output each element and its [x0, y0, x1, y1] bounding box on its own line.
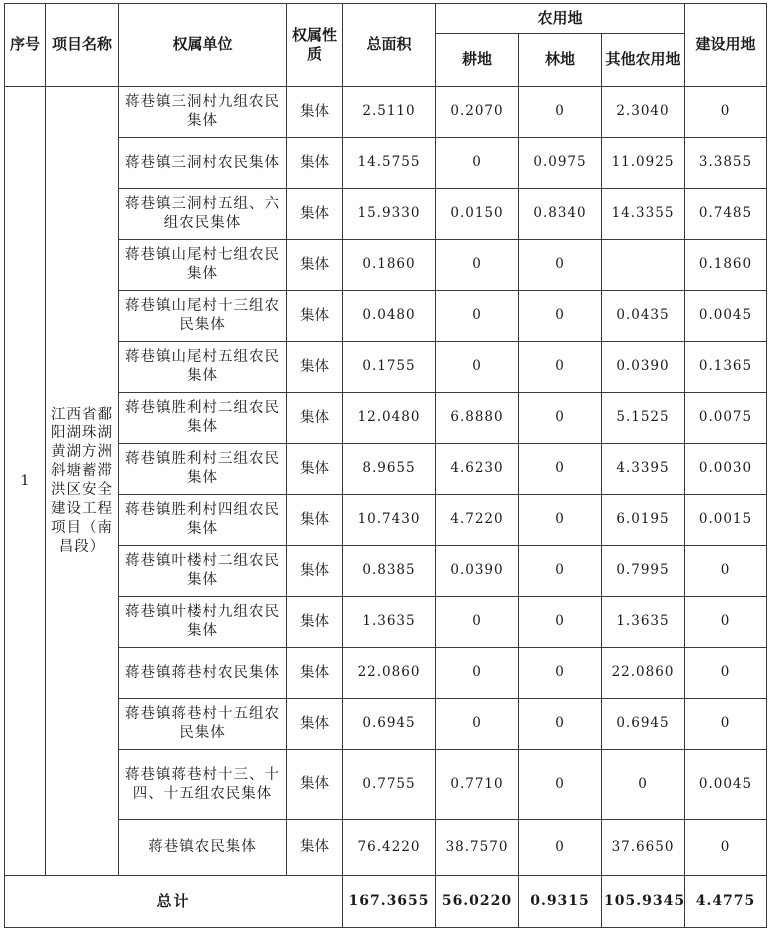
cell-construction: 3.3855 — [685, 138, 767, 189]
cell-forest: 0 — [519, 342, 602, 393]
header-agri: 农用地 — [436, 4, 685, 34]
cell-forest: 0 — [519, 240, 602, 291]
cell-forest: 0 — [519, 291, 602, 342]
cell-construction: 0.1365 — [685, 342, 767, 393]
table-row — [5, 750, 767, 820]
total-area-sum: 167.3655 — [343, 876, 436, 928]
cell-construction: 0.0045 — [685, 291, 767, 342]
cell-forest: 0 — [519, 597, 602, 648]
cell-arable: 0 — [436, 699, 519, 750]
header-total-area: 总面积 — [343, 4, 436, 87]
table-row — [5, 495, 767, 546]
owner-nature: 集体 — [287, 291, 343, 342]
cell-arable: 0.2070 — [436, 87, 519, 138]
cell-forest: 0 — [519, 546, 602, 597]
table-row — [5, 138, 767, 189]
cell-forest: 0 — [519, 699, 602, 750]
cell-forest: 0 — [519, 393, 602, 444]
cell-other-agri: 4.3395 — [602, 444, 685, 495]
cell-arable: 0.0150 — [436, 189, 519, 240]
cell-forest: 0.8340 — [519, 189, 602, 240]
owner-nature: 集体 — [287, 444, 343, 495]
owner-unit: 蒋巷镇三洞村农民集体 — [119, 138, 287, 189]
cell-total-area: 0.0480 — [343, 291, 436, 342]
owner-unit: 蒋巷镇农民集体 — [119, 820, 287, 876]
cell-other-agri: 0.0435 — [602, 291, 685, 342]
owner-unit: 蒋巷镇山尾村十三组农民集体 — [119, 291, 287, 342]
cell-forest: 0.0975 — [519, 138, 602, 189]
table-row — [5, 597, 767, 648]
cell-arable: 4.7220 — [436, 495, 519, 546]
table-row — [5, 189, 767, 240]
cell-other-agri: 0.6945 — [602, 699, 685, 750]
cell-construction: 0.0045 — [685, 750, 767, 820]
total-construction-sum: 4.4775 — [685, 876, 767, 928]
cell-construction: 0 — [685, 699, 767, 750]
total-label: 总计 — [5, 876, 343, 928]
cell-other-agri: 22.0860 — [602, 648, 685, 699]
owner-unit: 蒋巷镇蒋巷村农民集体 — [119, 648, 287, 699]
cell-arable: 0 — [436, 342, 519, 393]
header-arable: 耕地 — [436, 34, 519, 87]
cell-other-agri: 5.1525 — [602, 393, 685, 444]
owner-unit: 蒋巷镇叶楼村二组农民集体 — [119, 546, 287, 597]
cell-total-area: 0.6945 — [343, 699, 436, 750]
owner-unit: 蒋巷镇山尾村五组农民集体 — [119, 342, 287, 393]
cell-other-agri: 2.3040 — [602, 87, 685, 138]
cell-total-area: 2.5110 — [343, 87, 436, 138]
total-row — [5, 876, 767, 928]
cell-other-agri: 11.0925 — [602, 138, 685, 189]
owner-unit: 蒋巷镇三洞村五组、六组农民集体 — [119, 189, 287, 240]
header-unit: 权属单位 — [119, 4, 287, 87]
cell-total-area: 14.5755 — [343, 138, 436, 189]
cell-construction: 0 — [685, 87, 767, 138]
cell-other-agri: 37.6650 — [602, 820, 685, 876]
cell-other-agri — [602, 240, 685, 291]
cell-construction: 0.0030 — [685, 444, 767, 495]
cell-total-area: 0.1860 — [343, 240, 436, 291]
cell-total-area: 76.4220 — [343, 820, 436, 876]
table-row — [5, 240, 767, 291]
cell-total-area: 15.9330 — [343, 189, 436, 240]
owner-unit: 蒋巷镇叶楼村九组农民集体 — [119, 597, 287, 648]
cell-forest: 0 — [519, 820, 602, 876]
cell-construction: 0.1860 — [685, 240, 767, 291]
table-row — [5, 393, 767, 444]
owner-nature: 集体 — [287, 87, 343, 138]
cell-total-area: 0.1755 — [343, 342, 436, 393]
owner-unit: 蒋巷镇蒋巷村十五组农民集体 — [119, 699, 287, 750]
cell-other-agri: 0.7995 — [602, 546, 685, 597]
cell-total-area: 8.9655 — [343, 444, 436, 495]
table-row — [5, 444, 767, 495]
cell-construction: 0 — [685, 546, 767, 597]
total-forest-sum: 0.9315 — [519, 876, 602, 928]
cell-total-area: 10.7430 — [343, 495, 436, 546]
cell-other-agri: 0.0390 — [602, 342, 685, 393]
owner-unit: 蒋巷镇山尾村七组农民集体 — [119, 240, 287, 291]
cell-arable: 4.6230 — [436, 444, 519, 495]
table-row — [5, 546, 767, 597]
cell-arable: 0 — [436, 597, 519, 648]
owner-nature: 集体 — [287, 495, 343, 546]
cell-other-agri: 0 — [602, 750, 685, 820]
owner-nature: 集体 — [287, 240, 343, 291]
table-body — [5, 87, 767, 876]
cell-other-agri: 6.0195 — [602, 495, 685, 546]
cell-forest: 0 — [519, 648, 602, 699]
cell-total-area: 0.8385 — [343, 546, 436, 597]
cell-arable: 0.0390 — [436, 546, 519, 597]
owner-nature: 集体 — [287, 597, 343, 648]
cell-construction: 0 — [685, 597, 767, 648]
cell-construction: 0.0075 — [685, 393, 767, 444]
owner-nature: 集体 — [287, 189, 343, 240]
row-seq: 1 — [5, 87, 46, 876]
cell-arable: 0 — [436, 291, 519, 342]
table-row — [5, 820, 767, 876]
table-row — [5, 648, 767, 699]
owner-nature: 集体 — [287, 750, 343, 820]
cell-total-area: 0.7755 — [343, 750, 436, 820]
cell-arable: 0 — [436, 648, 519, 699]
owner-nature: 集体 — [287, 393, 343, 444]
cell-construction: 0 — [685, 820, 767, 876]
cell-arable: 38.7570 — [436, 820, 519, 876]
header-other-agri: 其他农用地 — [602, 34, 685, 87]
header-forest: 林地 — [519, 34, 602, 87]
owner-unit: 蒋巷镇三洞村九组农民集体 — [119, 87, 287, 138]
owner-unit: 蒋巷镇胜利村三组农民集体 — [119, 444, 287, 495]
owner-nature: 集体 — [287, 342, 343, 393]
owner-nature: 集体 — [287, 820, 343, 876]
land-ownership-table — [4, 3, 767, 928]
cell-arable: 0.7710 — [436, 750, 519, 820]
owner-nature: 集体 — [287, 648, 343, 699]
cell-arable: 0 — [436, 240, 519, 291]
table-row — [5, 291, 767, 342]
total-other-sum: 105.9345 — [602, 876, 685, 928]
cell-other-agri: 1.3635 — [602, 597, 685, 648]
table-row — [5, 699, 767, 750]
table-row — [5, 342, 767, 393]
total-arable-sum: 56.0220 — [436, 876, 519, 928]
header-seq: 序号 — [5, 4, 46, 87]
project-name: 江西省鄱阳湖珠湖黄湖方洲斜塘蓄滞洪区安全建设工程项目（南昌段） — [46, 87, 119, 876]
cell-total-area: 22.0860 — [343, 648, 436, 699]
cell-other-agri: 14.3355 — [602, 189, 685, 240]
owner-nature: 集体 — [287, 138, 343, 189]
cell-total-area: 12.0480 — [343, 393, 436, 444]
header-nature: 权属性质 — [287, 4, 343, 87]
header-construction: 建设用地 — [685, 4, 767, 87]
cell-arable: 0 — [436, 138, 519, 189]
cell-construction: 0.7485 — [685, 189, 767, 240]
cell-total-area: 1.3635 — [343, 597, 436, 648]
owner-unit: 蒋巷镇胜利村四组农民集体 — [119, 495, 287, 546]
owner-unit: 蒋巷镇蒋巷村十三、十四、十五组农民集体 — [119, 750, 287, 820]
owner-nature: 集体 — [287, 546, 343, 597]
cell-forest: 0 — [519, 495, 602, 546]
header-project: 项目名称 — [46, 4, 119, 87]
cell-construction: 0.0015 — [685, 495, 767, 546]
cell-construction: 0 — [685, 648, 767, 699]
cell-forest: 0 — [519, 444, 602, 495]
owner-unit: 蒋巷镇胜利村二组农民集体 — [119, 393, 287, 444]
cell-arable: 6.8880 — [436, 393, 519, 444]
table-row — [5, 87, 767, 138]
cell-forest: 0 — [519, 87, 602, 138]
owner-nature: 集体 — [287, 699, 343, 750]
cell-forest: 0 — [519, 750, 602, 820]
